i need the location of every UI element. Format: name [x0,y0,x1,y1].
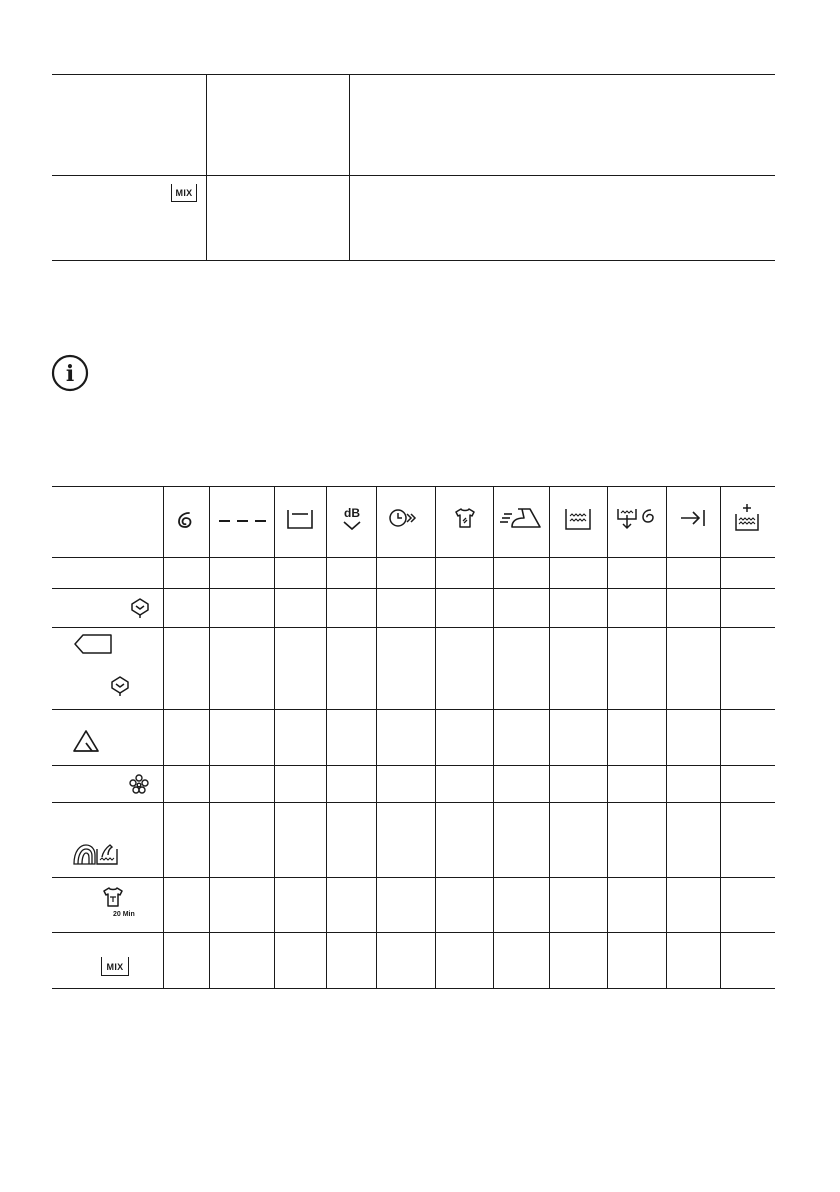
flower-wool-icon [130,774,148,794]
tag-label-icon [74,634,112,654]
options-table-col-divider [493,486,494,988]
options-table-col-divider [376,486,377,988]
stain-shirt-icon [454,507,476,529]
mix-programme-icon [171,184,197,202]
top-table-col-divider [206,74,207,260]
rinse-hold-icon [287,509,313,529]
cotton-eco-icon [110,675,130,697]
options-table-col-divider [163,486,164,988]
shirt-20-min-text: 20 Min [113,911,135,918]
time-save-icon [389,508,417,528]
top-table-row-divider [52,175,775,176]
delicates-triangle-icon [73,730,99,752]
top-table-col-divider [349,74,350,260]
top-table-border-top [52,74,775,75]
mix-programme-icon [101,957,129,976]
options-table-col-divider [549,486,550,988]
info-icon [51,354,89,392]
quiet-db-icon [340,505,364,533]
no-spin-dashed-icon [219,516,267,526]
mix-icon-text: MIX [175,188,193,198]
easy-iron-icon [500,507,544,529]
quiet-db-text: dB [344,506,360,520]
options-table-border-bottom [52,988,775,989]
wool-yarn-icon [72,843,96,865]
options-table-col-divider [666,486,667,988]
info-icon-glyph: i [65,361,75,387]
options-table-col-divider [435,486,436,988]
drain-spin-icon [617,506,659,530]
options-table-col-divider [326,486,327,988]
cotton-eco-icon [130,597,150,619]
mix-icon-text: MIX [106,961,124,972]
extra-water-icon [735,503,759,531]
extra-rinse-icon [565,508,591,530]
options-table-col-divider [720,486,721,988]
top-table-border-bottom [52,260,775,261]
delay-end-icon [681,509,707,527]
options-table-col-divider [209,486,210,988]
shirt-20-min-icon [102,886,124,908]
options-table-col-divider [607,486,608,988]
hand-wash-icon [96,843,118,865]
options-table-col-divider [274,486,275,988]
spin-icon [177,511,195,529]
